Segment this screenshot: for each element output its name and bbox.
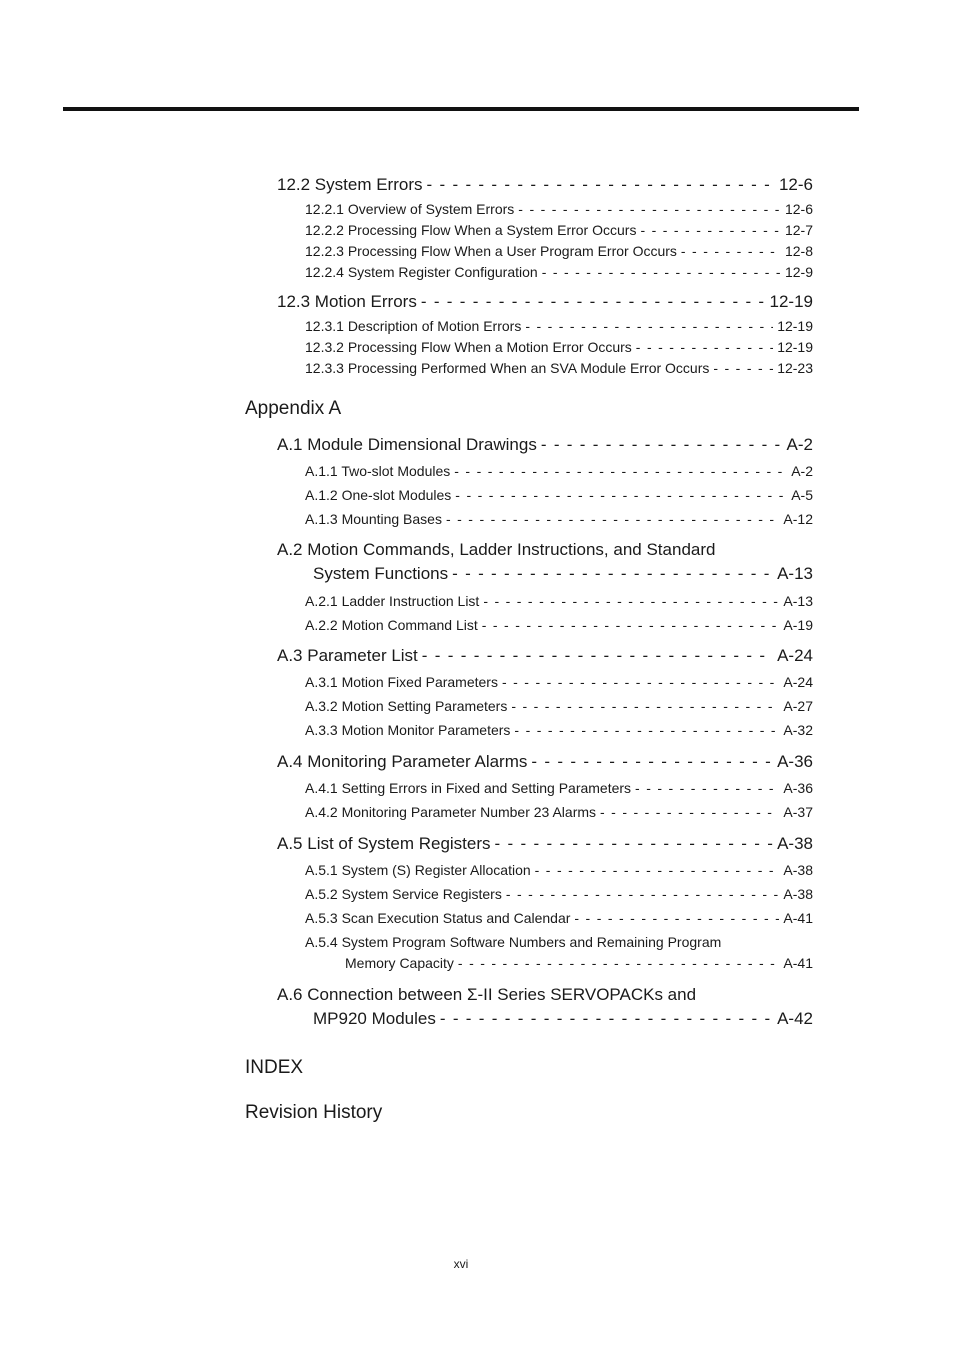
toc-title: System Functions — [313, 564, 449, 583]
page-number: xvi — [453, 1257, 469, 1271]
revision-history-heading[interactable]: Revision History — [245, 1102, 383, 1123]
toc-page: A-42 — [777, 1009, 813, 1028]
toc-page: A-13 — [783, 593, 813, 609]
toc-entry-a-2-line1[interactable]: A.2 Motion Commands, Ladder Instructions, and Standard — [277, 540, 716, 559]
toc-page: 12-23 — [777, 360, 813, 376]
dot-leader — [640, 222, 781, 238]
toc-entry-12-3-1[interactable] — [305, 318, 813, 334]
dot-leader — [511, 698, 779, 714]
toc-title: 12.2.3 Processing Flow When a User Program Error Occurs — [305, 243, 677, 259]
toc-page: A-13 — [777, 564, 813, 583]
dot-leader — [636, 339, 773, 355]
toc-entry-a-5-4[interactable] — [345, 955, 813, 971]
toc-entry-a-3-3[interactable] — [305, 722, 813, 738]
dot-leader — [455, 487, 787, 503]
dot-leader — [458, 955, 780, 971]
toc-page: 12-6 — [784, 201, 813, 217]
toc-title: A.5.2 System Service Registers — [305, 886, 502, 902]
toc-page: 12-19 — [777, 339, 813, 355]
toc-page: A-41 — [783, 910, 813, 926]
toc-page: A-24 — [783, 674, 813, 690]
top-rule — [63, 107, 859, 111]
toc-page: A-27 — [783, 698, 813, 714]
toc-title: A.3.1 Motion Fixed Parameters — [305, 674, 498, 690]
toc-title: Memory Capacity — [345, 955, 454, 971]
dot-leader — [446, 511, 779, 527]
toc-page: A-2 — [786, 435, 813, 454]
dot-leader — [502, 674, 779, 690]
toc-page: A-36 — [777, 752, 813, 771]
dot-leader — [535, 862, 780, 878]
toc-entry-a-1-2[interactable] — [305, 487, 813, 503]
toc-title: A.2.2 Motion Command List — [305, 617, 478, 633]
dot-leader — [506, 886, 780, 902]
toc-page: A-41 — [783, 955, 813, 971]
toc-entry-12-2-4[interactable] — [305, 264, 813, 280]
dot-leader — [574, 910, 779, 926]
dot-leader — [483, 593, 779, 609]
dot-leader — [454, 463, 787, 479]
toc-title: A.4.1 Setting Errors in Fixed and Setting Parameters — [305, 780, 632, 796]
toc-page: A-12 — [783, 511, 813, 527]
toc-page: A-38 — [783, 862, 813, 878]
toc-entry-a-6[interactable] — [313, 1009, 813, 1029]
toc-entry-a-4-2[interactable] — [305, 804, 813, 820]
toc-page: A-36 — [783, 780, 813, 796]
toc-entry-12-3[interactable] — [277, 292, 813, 312]
toc-page: 12-8 — [784, 243, 813, 259]
toc-page: A-19 — [783, 617, 813, 633]
toc-entry-a-5[interactable] — [277, 834, 813, 854]
dot-leader — [421, 292, 766, 312]
toc-title: A.1.1 Two-slot Modules — [305, 463, 451, 479]
toc-title: A.1.3 Mounting Bases — [305, 511, 442, 527]
toc-title: 12.2.1 Overview of System Errors — [305, 201, 515, 217]
toc-entry-a-2-2[interactable] — [305, 617, 813, 633]
dot-leader — [525, 318, 773, 334]
toc-entry-a-4-1[interactable] — [305, 780, 813, 796]
appendix-a-heading[interactable]: Appendix A — [245, 398, 342, 419]
toc-entry-a-6-line1[interactable]: A.6 Connection between Σ-II Series SERVOPACKs and — [277, 985, 697, 1004]
toc-entry-a-3-2[interactable] — [305, 698, 813, 714]
toc-entry-12-2[interactable] — [277, 175, 813, 195]
toc-entry-a-2[interactable] — [313, 564, 813, 584]
dot-leader — [600, 804, 779, 820]
toc-entry-a-3[interactable] — [277, 646, 813, 666]
dot-leader — [542, 264, 781, 280]
toc-title: A.3.2 Motion Setting Parameters — [305, 698, 508, 714]
dot-leader — [518, 201, 781, 217]
toc-title: A.2.1 Ladder Instruction List — [305, 593, 480, 609]
toc-title: A.5.3 Scan Execution Status and Calendar — [305, 910, 571, 926]
toc-title: A.4.2 Monitoring Parameter Number 23 Alarms — [305, 804, 597, 820]
toc-entry-a-1-3[interactable] — [305, 511, 813, 527]
toc-page: 12-6 — [778, 175, 813, 194]
toc-entry-12-3-2[interactable] — [305, 339, 813, 355]
dot-leader — [495, 834, 774, 854]
toc-page: A-38 — [783, 886, 813, 902]
dot-leader — [482, 617, 780, 633]
toc-title: 12.3.3 Processing Performed When an SVA Module Error Occurs — [305, 360, 710, 376]
toc-entry-a-5-3[interactable] — [305, 910, 813, 926]
toc-page: A-5 — [791, 487, 813, 503]
dot-leader — [541, 435, 783, 455]
dot-leader — [531, 752, 773, 772]
toc-title: MP920 Modules — [313, 1009, 436, 1028]
toc-page: A-38 — [777, 834, 813, 853]
toc-title: A.1 Module Dimensional Drawings — [277, 435, 537, 454]
toc-entry-12-2-3[interactable] — [305, 243, 813, 259]
dot-leader — [427, 175, 775, 195]
dot-leader — [514, 722, 779, 738]
toc-title: 12.3 Motion Errors — [277, 292, 417, 311]
toc-page: A-32 — [783, 722, 813, 738]
toc-page: A-24 — [777, 646, 813, 665]
toc-title: A.5 List of System Registers — [277, 834, 491, 853]
toc-entry-a-5-4-line1[interactable]: A.5.4 System Program Software Numbers and Remaining Program — [305, 934, 722, 950]
dot-leader — [713, 360, 773, 376]
dot-leader — [681, 243, 781, 259]
toc-title: A.1.2 One-slot Modules — [305, 487, 452, 503]
toc-entry-a-1-1[interactable] — [305, 463, 813, 479]
toc-entry-a-3-1[interactable] — [305, 674, 813, 690]
toc-entry-12-2-2[interactable] — [305, 222, 813, 238]
toc-title: A.3 Parameter List — [277, 646, 418, 665]
dot-leader — [635, 780, 779, 796]
toc-page: A-37 — [783, 804, 813, 820]
toc-title: A.3.3 Motion Monitor Parameters — [305, 722, 511, 738]
toc-title: 12.2.4 System Register Configuration — [305, 264, 538, 280]
toc-page: A-2 — [791, 463, 813, 479]
toc-entry-12-3-3[interactable] — [305, 360, 813, 376]
toc-entry-a-1[interactable] — [277, 435, 813, 455]
toc-entry-a-2-1[interactable] — [305, 593, 813, 609]
toc-title: 12.2 System Errors — [277, 175, 423, 194]
toc-page: 12-19 — [777, 318, 813, 334]
toc-title: A.5.1 System (S) Register Allocation — [305, 862, 531, 878]
index-heading[interactable]: INDEX — [245, 1057, 304, 1078]
dot-leader — [452, 564, 773, 584]
toc-title: A.4 Monitoring Parameter Alarms — [277, 752, 528, 771]
toc-title: 12.3.2 Processing Flow When a Motion Error Occurs — [305, 339, 632, 355]
toc-entry-a-4[interactable] — [277, 752, 813, 772]
toc-page: 12-9 — [784, 264, 813, 280]
toc-title: 12.2.2 Processing Flow When a System Error Occurs — [305, 222, 637, 238]
toc-page: 12-19 — [769, 292, 813, 311]
toc-page: 12-7 — [784, 222, 813, 238]
dot-leader — [422, 646, 773, 666]
toc-entry-a-5-2[interactable] — [305, 886, 813, 902]
toc-title: 12.3.1 Description of Motion Errors — [305, 318, 522, 334]
dot-leader — [440, 1009, 773, 1029]
toc-entry-12-2-1[interactable] — [305, 201, 813, 217]
toc-entry-a-5-1[interactable] — [305, 862, 813, 878]
